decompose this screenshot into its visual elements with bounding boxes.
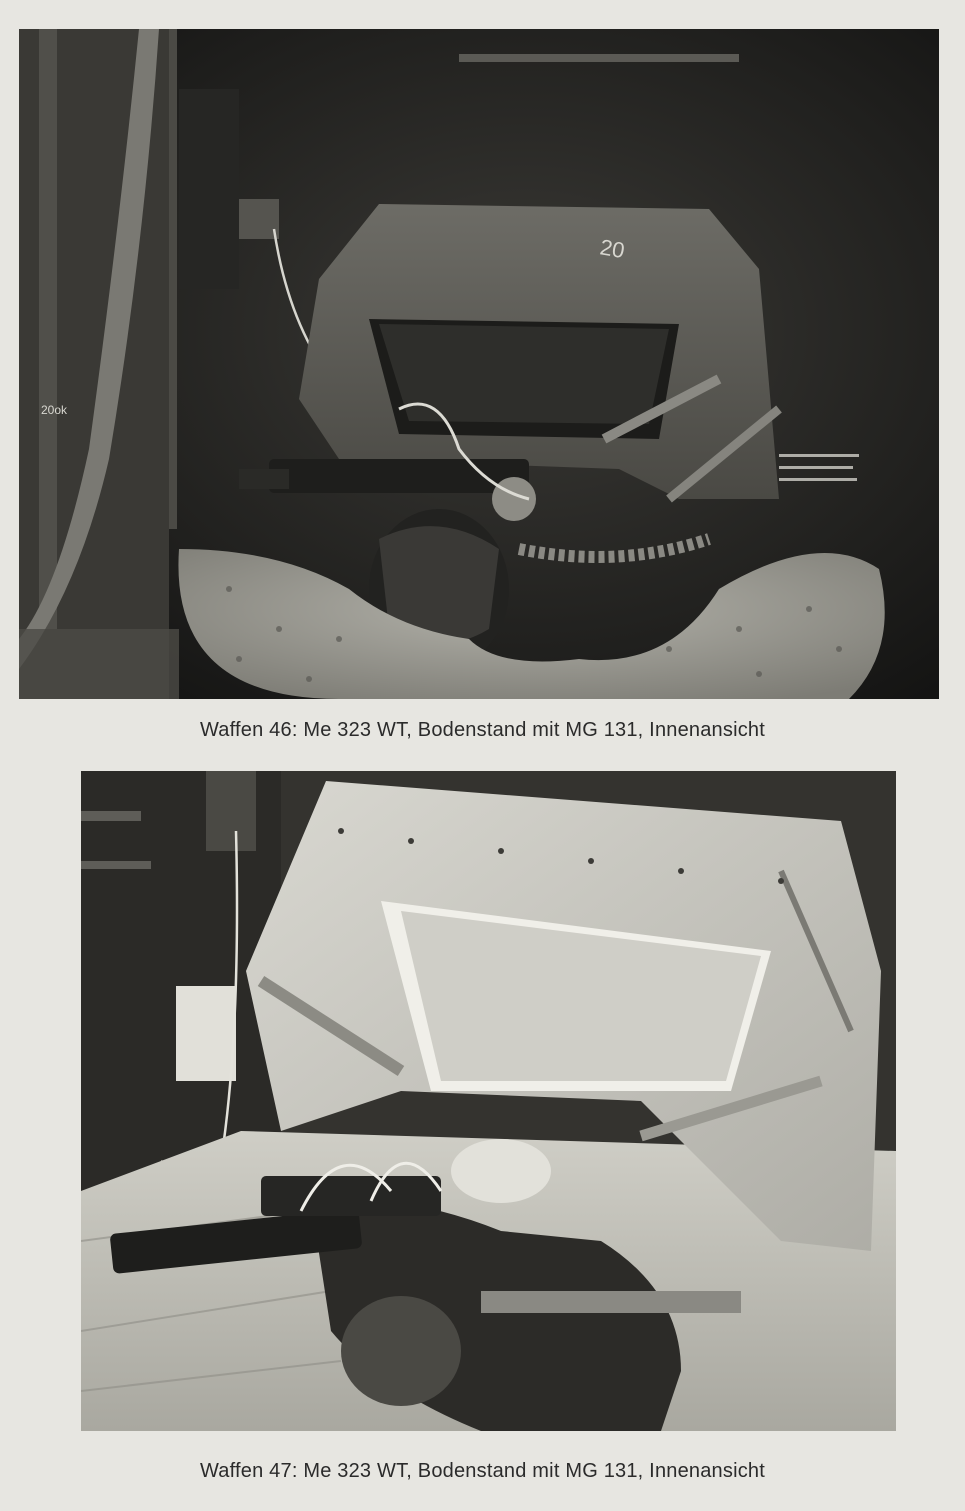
marking-wall: 20ok [41,403,68,417]
photo-waffen-46 [19,29,939,699]
photo-waffen-47 [81,771,896,1431]
chalk-marking-box: 20 [598,234,627,264]
caption-waffen-46: Waffen 46: Me 323 WT, Bodenstand mit MG 131, Innenansicht [199,719,766,741]
photo-waffen-46-image [19,29,939,699]
caption-waffen-47: Waffen 47: Me 323 WT, Bodenstand mit MG 131, Innenansicht [199,1460,766,1482]
photo-waffen-47-image [81,771,896,1431]
